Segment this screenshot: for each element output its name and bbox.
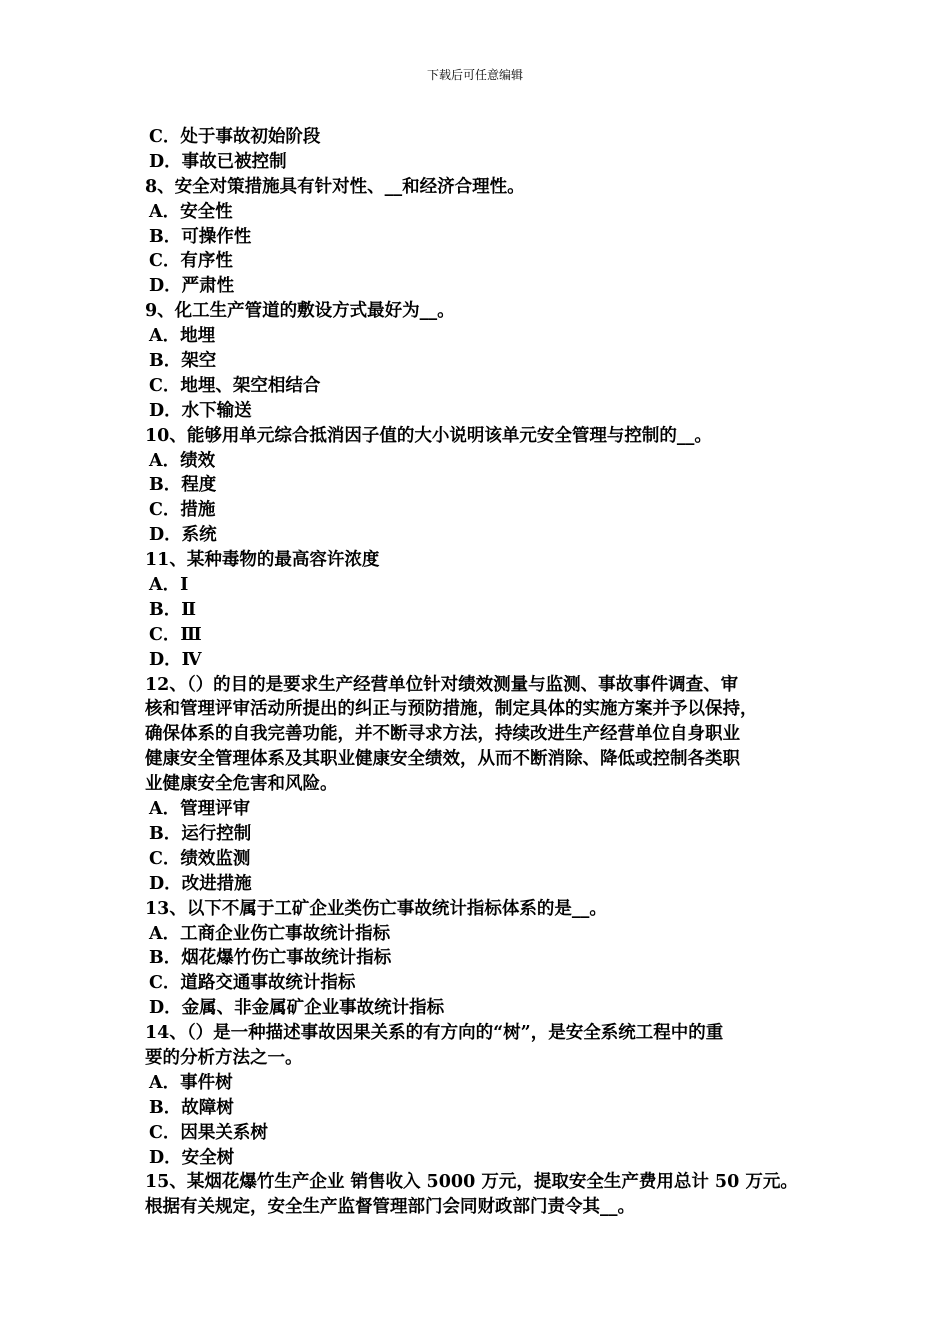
answer-option: D．改进措施 [149, 873, 252, 894]
answer-option: A．安全性 [149, 201, 233, 222]
answer-option: B．架空 [149, 351, 217, 372]
question-text: 业健康安全危害和风险。 [145, 774, 338, 795]
question-text: 12、（）的目的是要求生产经营单位针对绩效测量与监测、事故事件调查、审 [145, 674, 739, 695]
question-text: 确保体系的自我完善功能，并不断寻求方法，持续改进生产经营单位自身职业 [145, 724, 740, 745]
answer-option: D．金属、非金属矿企业事故统计指标 [149, 998, 445, 1019]
question-text: 核和管理评审活动所提出的纠正与预防措施，制定具体的实施方案并予以保持， [145, 699, 758, 720]
answer-option: A．事件树 [149, 1072, 233, 1093]
question-text: 根据有关规定，安全生产监督管理部门会同财政部门责令其__。 [145, 1197, 635, 1218]
answer-option: B．运行控制 [149, 823, 252, 844]
question-text: 10、能够用单元综合抵消因子值的大小说明该单元安全管理与控制的__。 [145, 425, 712, 446]
document-body [145, 125, 825, 1220]
answer-option: B．烟花爆竹伤亡事故统计指标 [149, 948, 392, 969]
question-text: 要的分析方法之一。 [145, 1047, 303, 1068]
question-text: 13、以下不属于工矿企业类伤亡事故统计指标体系的是__。 [145, 898, 607, 919]
answer-option: A．绩效 [149, 450, 216, 471]
answer-option: C．绩效监测 [149, 848, 251, 869]
answer-option: D．系统 [149, 525, 217, 546]
answer-option: D．Ⅳ [149, 649, 202, 670]
answer-option: D．严肃性 [149, 276, 235, 297]
answer-option: B．可操作性 [149, 226, 252, 247]
answer-option: C．处于事故初始阶段 [149, 127, 321, 147]
question-text: 健康安全管理体系及其职业健康安全绩效，从而不断消除、降低或控制各类职 [145, 749, 740, 770]
answer-option: D．水下输送 [149, 400, 252, 421]
question-text: 15、某烟花爆竹生产企业 销售收入 5000 万元，提取安全生产费用总计 50 万元。 [145, 1172, 798, 1193]
answer-option: C．道路交通事故统计指标 [149, 973, 356, 994]
answer-option: A．Ⅰ [149, 575, 189, 596]
answer-option: A．工商企业伤亡事故统计指标 [149, 923, 391, 944]
answer-option: C．Ⅲ [149, 624, 202, 645]
answer-option: B．故障树 [149, 1097, 234, 1118]
answer-option: A．地埋 [149, 326, 216, 347]
answer-option: C．有序性 [149, 251, 233, 272]
answer-option: C．因果关系树 [149, 1122, 268, 1143]
question-text: 14、（）是一种描述事故因果关系的有方向的“树”，是安全系统工程中的重 [145, 1023, 724, 1044]
answer-option: B．Ⅱ [149, 599, 197, 620]
page-header: 下载后可任意编辑 [426, 68, 523, 82]
answer-option: A．管理评审 [149, 799, 251, 820]
answer-option: D．安全树 [149, 1147, 235, 1168]
answer-option: B．程度 [149, 475, 217, 496]
answer-option: C．措施 [149, 500, 216, 521]
question-text: 11、某种毒物的最高容许浓度 [145, 550, 380, 571]
question-text: 8、安全对策措施具有针对性、__和经济合理性。 [145, 176, 525, 197]
answer-option: D．事故已被控制 [149, 151, 287, 172]
question-text: 9、化工生产管道的敷设方式最好为__。 [145, 301, 455, 322]
answer-option: C．地埋、架空相结合 [149, 375, 321, 396]
